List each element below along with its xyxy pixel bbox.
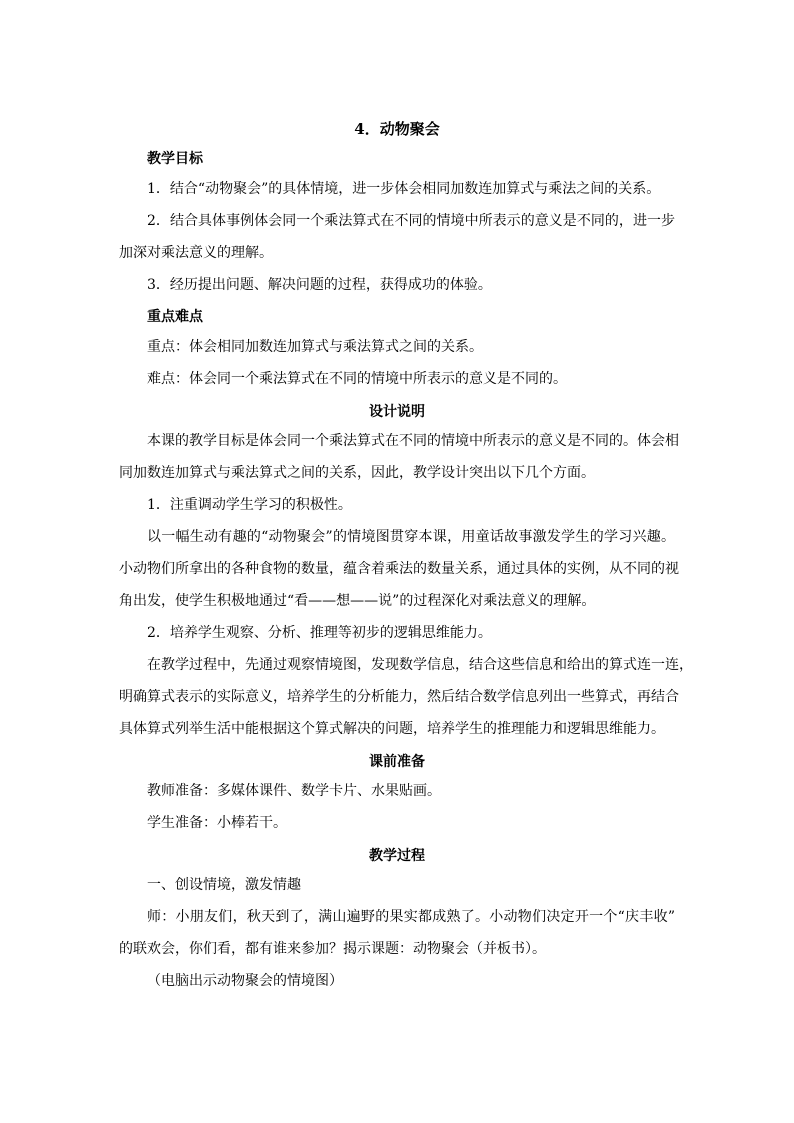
design-point-2-text-line-3: 具体算式列举生活中能根据这个算式解决的问题，培养学生的推理能力和逻辑思维能力。 [119,721,665,737]
student-prep: 学生准备：小棒若干。 [147,815,287,831]
design-point-2-text [119,653,693,741]
step-1: 一、创设情境，激发情趣 [147,877,301,893]
objective-3: 3．经历提出问题、解决问题的过程，获得成功的体验。 [147,277,492,293]
design-intro-line-2: 同加数连加算式与乘法算式之间的关系，因此，教学设计突出以下几个方面。 [119,465,595,481]
design-point-1-text-line-3: 角出发，使学生积极地通过“看——想——说”的过程深化对乘法意义的理解。 [119,593,596,609]
design-point-1-text-line-2: 小动物们所拿出的各种食物的数量，蕴含着乘法的数量关系，通过具体的实例，从不同的视 [119,561,679,577]
teacher-dialogue-line-1: 师：小朋友们，秋天到了，满山遍野的果实都成熟了。小动物们决定开一个“庆丰收” [147,909,675,925]
objectives-heading: 教学目标 [147,151,203,167]
objective-2-line-1: 2．结合具体事例体会同一个乘法算式在不同的情境中所表示的意义是不同的，进一步 [147,213,675,229]
objective-2-line-2: 加深对乘法意义的理解。 [119,245,273,261]
design-heading: 设计说明 [369,404,425,420]
objective-1: 1．结合“动物聚会”的具体情境，进一步体会相同加数连加算式与乘法之间的关系。 [147,181,661,197]
keypoint: 重点：体会相同加数连加算式与乘法算式之间的关系。 [147,339,483,355]
design-point-1-text [119,525,679,613]
design-point-1: 1．注重调动学生学习的积极性。 [147,497,352,513]
design-point-2-text-line-1: 在教学过程中，先通过观察情境图，发现数学信息，结合这些信息和给出的算式连一连， [147,657,693,673]
process-heading: 教学过程 [369,848,425,864]
computer-note: （电脑出示动物聚会的情境图） [147,973,343,989]
design-point-2-text-line-2: 明确算式表示的实际意义，培养学生的分析能力，然后结合数学信息列出一些算式，再结合 [119,689,679,705]
objective-2 [119,209,675,265]
design-point-1-text-line-1: 以一幅生动有趣的“动物聚会”的情境图贯穿本课，用童话故事激发学生的学习兴趣。 [147,529,675,545]
design-intro-line-1: 本课的教学目标是体会同一个乘法算式在不同的情境中所表示的意义是不同的。体会相 [147,433,679,449]
teacher-dialogue-line-2: 的联欢会，你们看，都有谁来参加？揭示课题：动物聚会（并板书）。 [119,941,546,957]
document-content [119,117,693,1001]
document-title: 4．动物聚会 [354,120,440,138]
teacher-prep: 教师准备：多媒体课件、数学卡片、水果贴画。 [147,783,441,799]
teacher-dialogue [119,905,675,961]
design-point-2: 2．培养学生观察、分析、推理等初步的逻辑思维能力。 [147,625,492,641]
keypoints-heading: 重点难点 [147,309,203,325]
design-intro [119,429,679,485]
difficulty: 难点：体会同一个乘法算式在不同的情境中所表示的意义是不同的。 [147,371,567,387]
prep-heading: 课前准备 [369,754,425,770]
